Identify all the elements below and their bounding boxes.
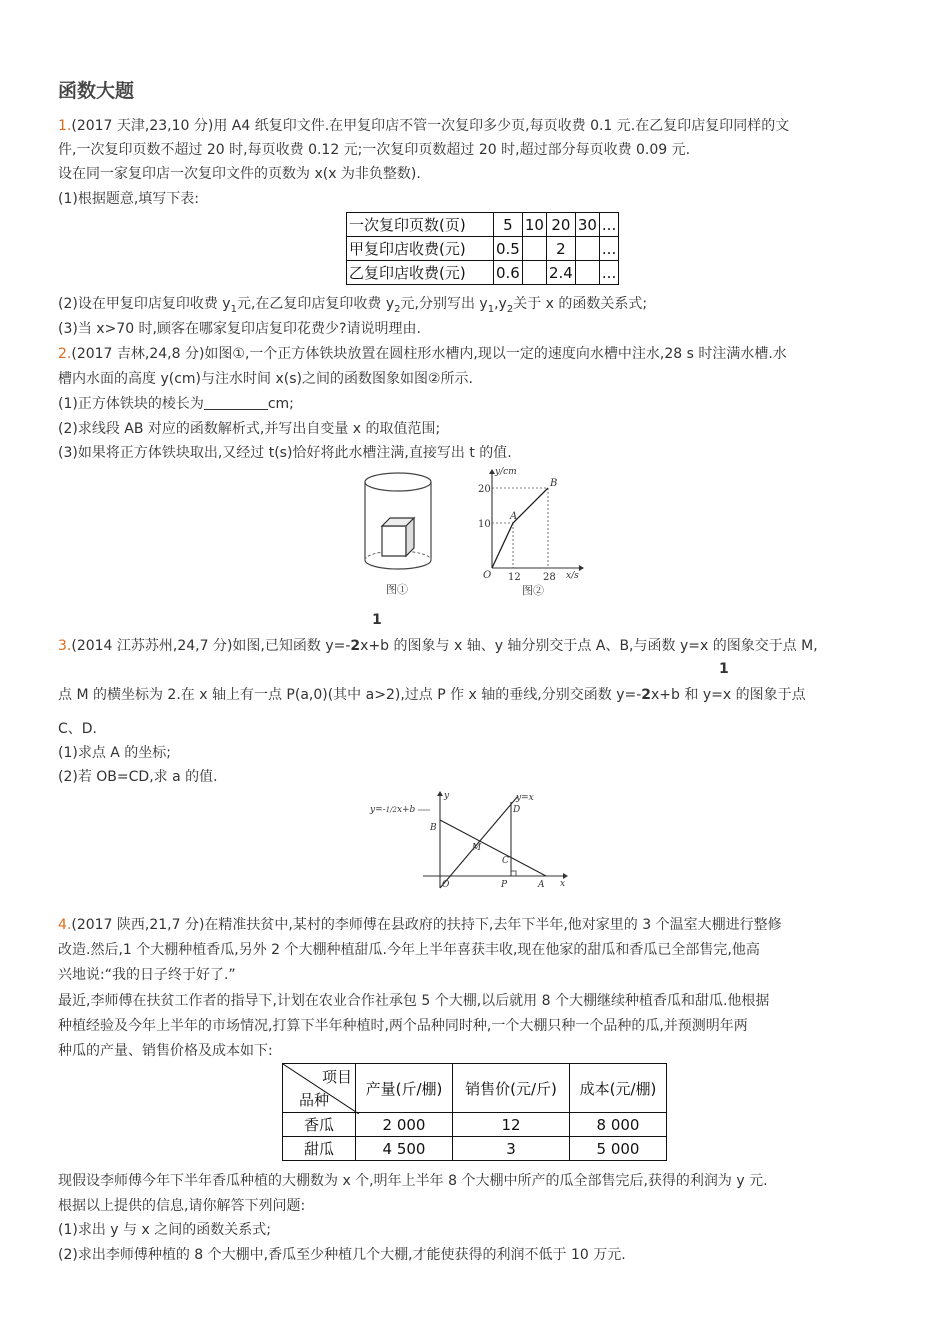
point-M-label: M — [472, 843, 482, 853]
table-cell: 乙复印店收费(元) — [347, 261, 494, 285]
table-cell: 一次复印页数(页) — [347, 213, 494, 237]
q1-fee-table — [346, 212, 619, 285]
table-cell: 2.4 — [546, 261, 575, 285]
table-cell: 20 — [546, 213, 575, 237]
table-cell: ... — [599, 213, 618, 237]
q1-line-1 — [58, 116, 894, 136]
q4-line-10: (2)求出李师傅种植的 8 个大棚中,香瓜至少种植几个大棚,才能使获得的利润不低于 10 万元. — [58, 1247, 626, 1263]
page-title: 函数大题 — [58, 80, 135, 102]
tick-20: 20 — [478, 484, 491, 495]
corner-top-label: 项目 — [321, 1068, 352, 1086]
corner-bottom-label: 品种 — [299, 1091, 330, 1109]
q1-line-4: (1)根据题意,填写下表: — [58, 191, 199, 207]
point-A-label: A — [538, 880, 545, 890]
graph-y-label: y/cm — [495, 467, 517, 477]
table-cell: 香瓜 — [283, 1113, 356, 1137]
table-row — [283, 1113, 667, 1137]
table-header-row — [283, 1064, 667, 1113]
point-D-label: D — [513, 805, 521, 815]
q2-line-1: 2.(2017 吉林,24,8 分)如图①,一个正方体铁块放置在圆柱形水槽内,现以一定的速度向水槽中注水,28 s 时注满水槽.水 — [58, 346, 787, 362]
graph-x-label: x/s — [566, 571, 579, 581]
q4-line-5: 种植经验及今年上半年的市场情况,打算下半年种植时,两个品种同时种,一个大棚只种一个品种的瓜,并预测明年两 — [58, 1018, 748, 1034]
q3-line-2: 点 M 的横坐标为 2.在 x 轴上有一点 P(a,0)(其中 a>2),过点 P 作 x 轴的垂线,分别交函数 y=-2x+b 和 y=x 的图象于点 — [58, 687, 806, 703]
point-B-label: B — [430, 823, 437, 833]
tick-12: 12 — [508, 572, 521, 583]
table-cell: 甜瓜 — [283, 1137, 356, 1161]
table-row — [283, 1137, 667, 1161]
q2-number: 2. — [58, 346, 72, 362]
table-cell — [575, 237, 599, 261]
table-cell: 0.5 — [494, 237, 523, 261]
fig1-caption: 图① — [386, 583, 408, 596]
q1-line-3: 设在同一家复印店一次复印文件的页数为 x(x 为非负整数). — [58, 166, 421, 182]
table-cell: 4 500 — [356, 1137, 453, 1161]
q4-line-9: (1)求出 y 与 x 之间的函数关系式; — [58, 1222, 271, 1238]
fraction-denominator-2: 2 — [641, 687, 652, 703]
q2-line-2: 槽内水面的高度 y(cm)与注水时间 x(s)之间的函数图象如图②所示. — [58, 371, 473, 387]
q4-melon-table — [282, 1063, 667, 1161]
table-cell: 30 — [575, 213, 599, 237]
q3-line-5: (2)若 OB=CD,求 a 的值. — [58, 769, 218, 785]
fraction-denominator: 2 — [350, 638, 361, 654]
table-cell: 12 — [453, 1113, 570, 1137]
table-cell — [522, 237, 546, 261]
table-cell: ... — [599, 237, 618, 261]
table-cell: 2 000 — [356, 1113, 453, 1137]
table-header: 销售价(元/斤) — [453, 1064, 570, 1113]
tick-10: 10 — [478, 519, 491, 530]
q4-line-8: 根据以上提供的信息,请你解答下列问题: — [58, 1198, 306, 1214]
q4-line-7: 现假设李师傅今年下半年香瓜种植的大棚数为 x 个,明年上半年 8 个大棚中所产的瓜全部售完后,获得的利润为 y 元. — [58, 1173, 768, 1189]
q1-number: 1. — [58, 118, 72, 134]
yx-label: y=x — [516, 793, 534, 803]
table-header: 产量(斤/棚) — [356, 1064, 453, 1113]
q2-line-3: (1)正方体铁块的棱长为 cm; — [58, 396, 294, 412]
tick-28: 28 — [543, 572, 556, 583]
q3-line-3: C、D. — [58, 721, 98, 737]
q2-line-4: (2)求线段 AB 对应的函数解析式,并写出自变量 x 的取值范围; — [58, 421, 441, 437]
x-axis-label: x — [560, 879, 566, 889]
table-cell — [522, 261, 546, 285]
point-B-label: B — [550, 478, 558, 489]
point-C-label: C — [502, 856, 509, 866]
q1-line-6: (3)当 x>70 时,顾客在哪家复印店复印花费少?请说明理由. — [58, 321, 421, 337]
q3-number: 3. — [58, 638, 72, 654]
table-cell: 10 — [522, 213, 546, 237]
table-row — [347, 213, 619, 237]
q1-line-5: (2)设在甲复印店复印收费 $y_1$元,在乙复印店复印收费 $y_2$元,分别写出 $y_1,y_2$关于 x 的函数关系式; — [58, 296, 648, 315]
table-cell: ... — [599, 261, 618, 285]
q4-line-4: 最近,李师傅在扶贫工作者的指导下,计划在农业合作社承包 5 个大棚,以后就用 8 个大棚继续种植香瓜和甜瓜.他根据 — [58, 993, 770, 1009]
table-cell: 3 — [453, 1137, 570, 1161]
table-row — [347, 261, 619, 285]
corner-cell — [283, 1064, 356, 1113]
q4-line-2: 改造.然后,1 个大棚种植香瓜,另外 2 个大棚种植甜瓜.今年上半年喜获丰收,现在他家的甜瓜和香瓜已全部售完,他高 — [58, 942, 760, 958]
q2-figure-1-cylinder — [358, 468, 443, 598]
q3-graph — [368, 788, 570, 892]
table-cell: 甲复印店收费(元) — [347, 237, 494, 261]
table-cell: 5 — [494, 213, 523, 237]
origin-label: O — [483, 570, 492, 581]
table-cell: 2 — [546, 237, 575, 261]
table-cell: 5 000 — [570, 1137, 667, 1161]
q4-line-6: 种瓜的产量、销售价格及成本如下: — [58, 1043, 273, 1059]
table-cell — [575, 261, 599, 285]
q2-figure-2-graph — [470, 462, 590, 598]
q1-text: (2017 天津,23,10 分)用 A4 纸复印文件.在甲复印店不管一次复印多少页,每页收费 0.1 元.在乙复印店复印同样的文 — [71, 118, 790, 134]
q2-line-5: (3)如果将正方体铁块取出,又经过 t(s)恰好将此水槽注满,直接写出 t 的值. — [58, 445, 512, 461]
table-header: 成本(元/棚) — [570, 1064, 667, 1113]
point-A-label: A — [510, 511, 518, 522]
q3-line-1: 3.(2014 江苏苏州,24,7 分)如图,已知函数 y=-2x+b 的图象与 x 轴、y 轴分别交于点 A、B,与函数 y=x 的图象交于点 M, — [58, 638, 818, 654]
answer-blank[interactable] — [204, 397, 268, 410]
q4-line-1: 4.(2017 陕西,21,7 分)在精准扶贫中,某村的李师傅在县政府的扶持下,去年下半年,他对家里的 3 个温室大棚进行整修 — [58, 917, 782, 933]
origin-label: O — [442, 880, 450, 890]
fig2-caption: 图② — [522, 584, 544, 597]
q4-line-3: 兴地说:“我的日子终于好了.” — [58, 967, 236, 983]
q1-line-2: 件,一次复印页数不超过 20 时,每页收费 0.12 元;一次复印页数超过 20 时,超过部分每页收费 0.09 元. — [58, 142, 691, 158]
table-row — [347, 237, 619, 261]
q3-line-4: (1)求点 A 的坐标; — [58, 745, 172, 761]
fraction-numerator: 1 — [372, 612, 382, 628]
q4-number: 4. — [58, 917, 72, 933]
point-P-label: P — [501, 880, 508, 890]
fraction-numerator-2: 1 — [719, 661, 729, 677]
table-cell: 0.6 — [494, 261, 523, 285]
y-axis-label: y — [444, 791, 450, 801]
line1-label: y=-1/2x+b — [370, 805, 416, 815]
table-cell: 8 000 — [570, 1113, 667, 1137]
